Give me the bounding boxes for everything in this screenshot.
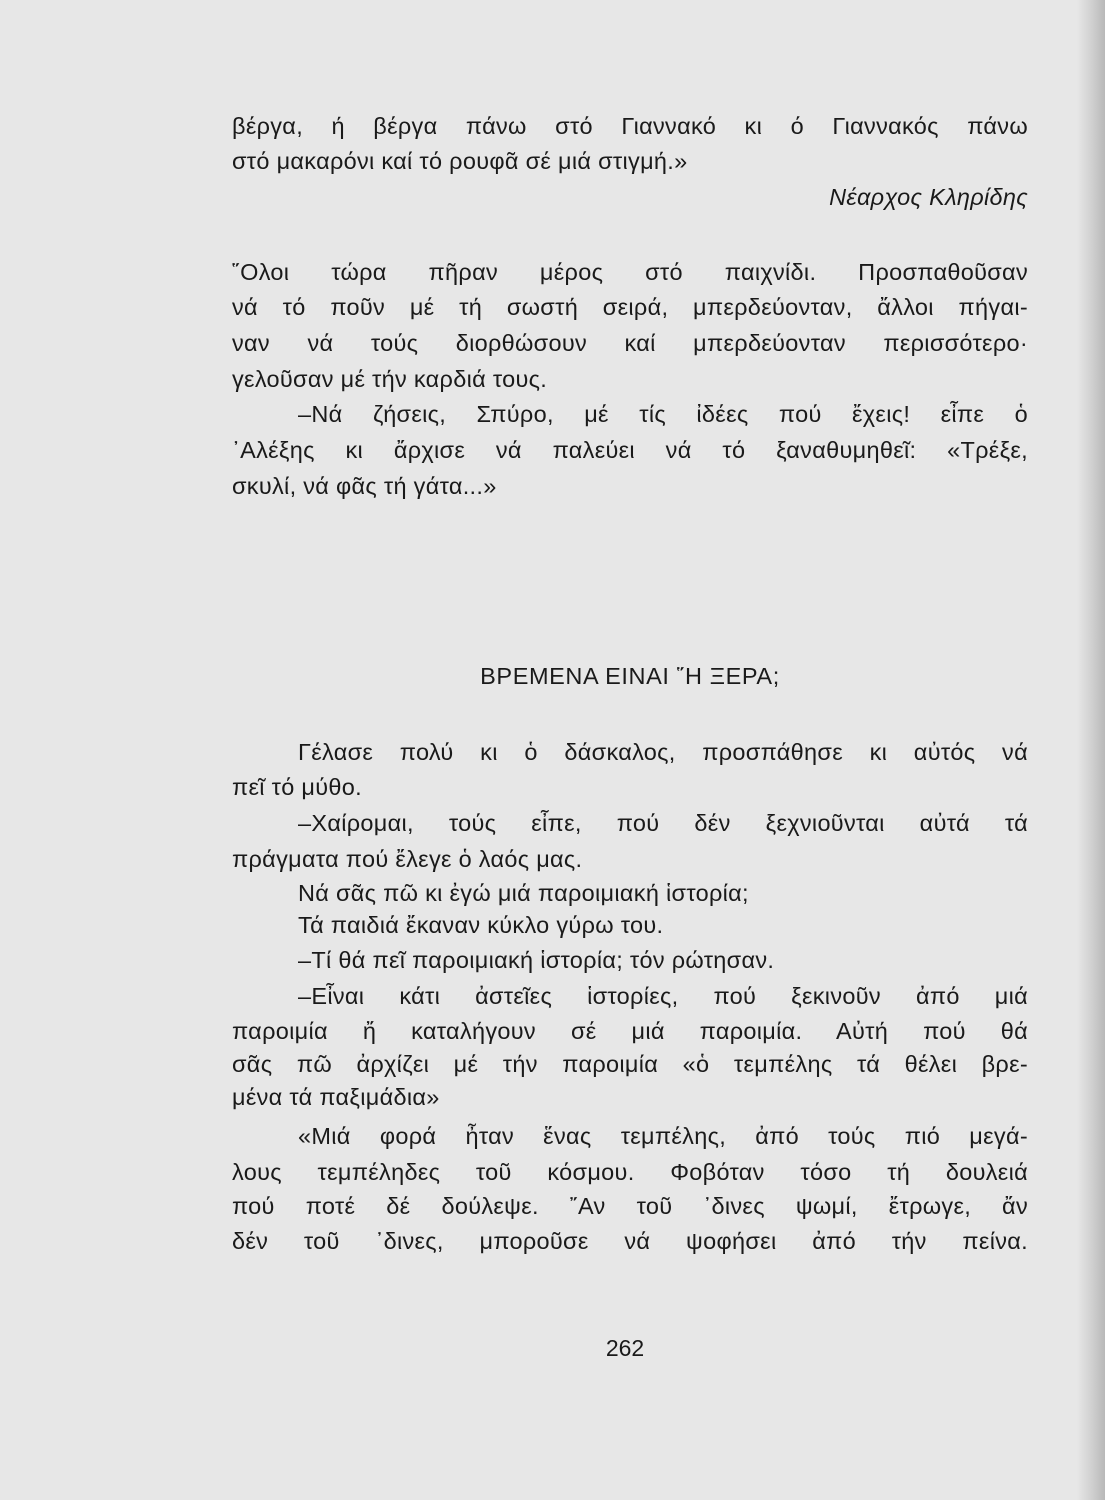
text-line: νά τό ποῦν μέ τή σωστή σειρά, μπερδεύονταν, ἄλλοι πήγαι- bbox=[232, 294, 1028, 320]
text-line: Γέλασε πολύ κι ὁ δάσκαλος, προσπάθησε κι αὐτός νά bbox=[298, 739, 1028, 765]
text-line: –Νά ζήσεις, Σπύρο, μέ τίς ἰδέες πού ἔχεις! εἶπε ὁ bbox=[298, 401, 1028, 427]
text-line: ᾿Αλέξης κι ἄρχισε νά παλεύει νά τό ξαναθυμηθεῖ: «Τρέξε, bbox=[232, 437, 1028, 463]
text-line: –Εἶναι κάτι ἀστεῖες ἱστορίες, πού ξεκινοῦν ἀπό μιά bbox=[298, 983, 1028, 1009]
text-line: πεῖ τό μύθο. bbox=[232, 774, 362, 800]
text-line: ναν νά τούς διορθώσουν καί μπερδεύονταν περισσότερο· bbox=[232, 330, 1028, 356]
text-line: γελοῦσαν μέ τήν καρδιά τους. bbox=[232, 366, 548, 392]
text-line: –Τί θά πεῖ παροιμιακή ἱστορία; τόν ρώτησαν. bbox=[298, 947, 775, 973]
author-attribution: Νέαρχος Κληρίδης bbox=[829, 184, 1028, 210]
page-number: 262 bbox=[605, 1335, 645, 1361]
section-heading: ΒΡΕΜΕΝΑ ΕΙΝΑΙ ῞Η ΞΕΡΑ; bbox=[480, 663, 780, 689]
text-line: πράγματα πού ἔλεγε ὁ λαός μας. bbox=[232, 846, 583, 872]
text-line: στό μακαρόνι καί τό ρουφᾶ σέ μιά στιγμή.» bbox=[232, 148, 688, 174]
text-line: σᾶς πῶ ἀρχίζει μέ τήν παροιμία «ὁ τεμπέλης τά θέλει βρε- bbox=[232, 1051, 1028, 1077]
text-line: σκυλί, νά φᾶς τή γάτα...» bbox=[232, 473, 497, 499]
text-line: δέν τοῦ ᾿δινες, μποροῦσε νά ψοφήσει ἀπό τήν πείνα. bbox=[232, 1228, 1028, 1254]
text-line: «Μιά φορά ἦταν ἕνας τεμπέλης, ἀπό τούς πιό μεγά- bbox=[298, 1123, 1028, 1149]
text-line: πού ποτέ δέ δούλεψε. ῎Αν τοῦ ᾿δινες ψωμί, ἔτρωγε, ἄν bbox=[232, 1193, 1028, 1219]
text-line: Τά παιδιά ἔκαναν κύκλο γύρω του. bbox=[298, 912, 664, 938]
text-line: λους τεμπέληδες τοῦ κόσμου. Φοβόταν τόσο τή δουλειά bbox=[232, 1159, 1028, 1185]
text-line: ῞Ολοι τώρα πῆραν μέρος στό παιχνίδι. Προσπαθοῦσαν bbox=[232, 259, 1028, 285]
page-edge-shadow bbox=[1077, 0, 1105, 1500]
text-line: μένα τά παξιμάδια» bbox=[232, 1084, 440, 1110]
text-line: βέργα, ή βέργα πάνω στό Γιαννακό κι ό Γιαννακός πάνω bbox=[232, 113, 1028, 139]
text-line: –Χαίρομαι, τούς εἶπε, πού δέν ξεχνιοῦνται αὐτά τά bbox=[298, 810, 1028, 836]
text-line: παροιμία ἤ καταλήγουν σέ μιά παροιμία. Αὐτή πού θά bbox=[232, 1018, 1028, 1044]
text-line: Νά σᾶς πῶ κι ἐγώ μιά παροιμιακή ἱστορία; bbox=[298, 880, 749, 906]
